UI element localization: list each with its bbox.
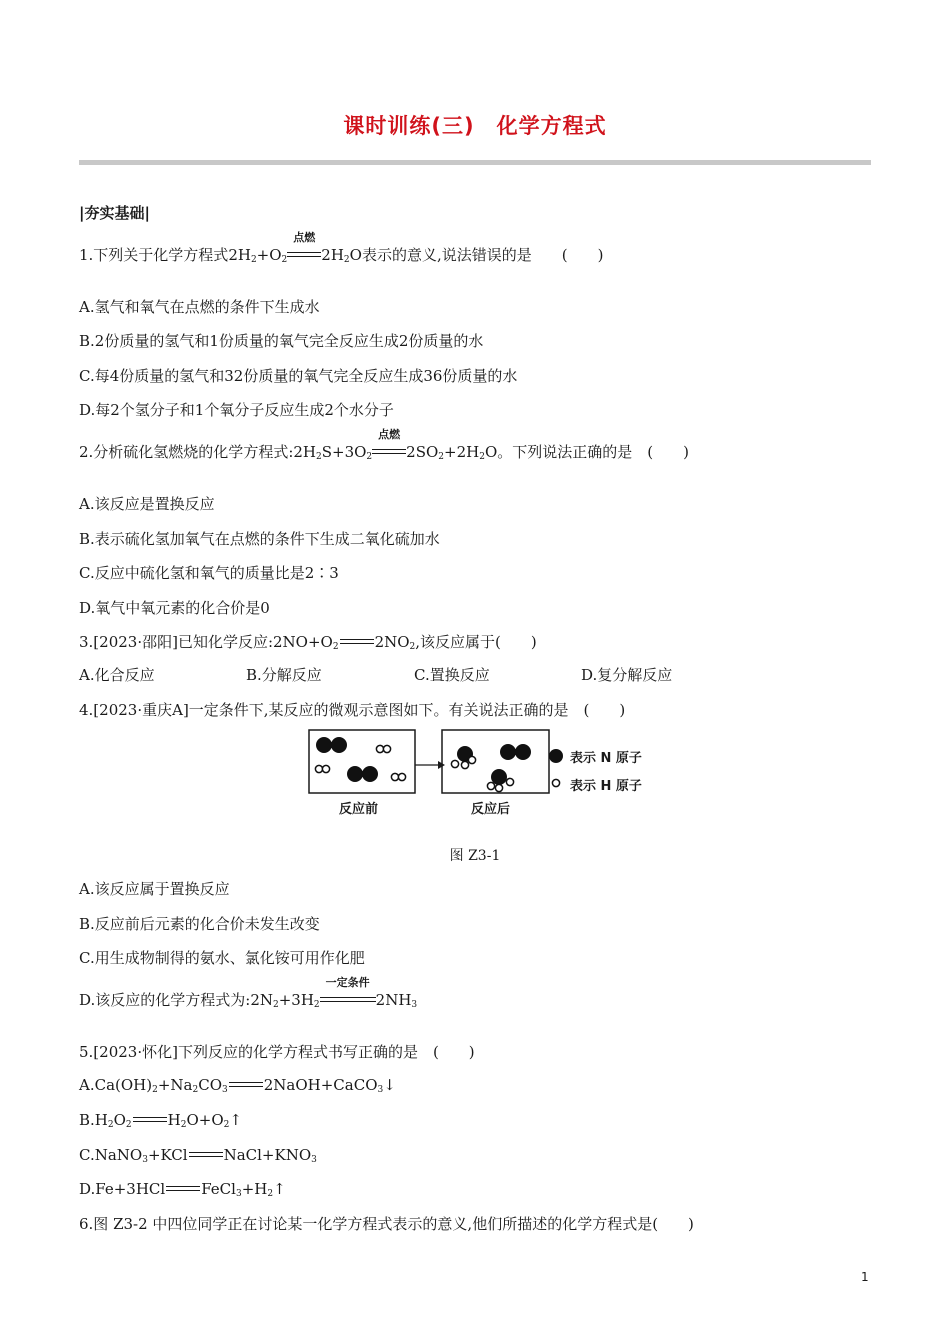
section-heading: |夯实基础| bbox=[79, 204, 150, 222]
page-number: 1 bbox=[861, 1270, 869, 1284]
q2-option-b: B.表示硫化氢加氧气在点燃的条件下生成二氧化硫加水 bbox=[79, 530, 440, 548]
q4-option-d: D.该反应的化学方程式为$:2N_2+3H_2$ 一定条件 $2NH_3$ bbox=[79, 976, 418, 1010]
q5-option-b: $B.H_2O_2$ $H_2O+O_2↑$ bbox=[79, 1111, 242, 1130]
condition-arrow: 点燃 bbox=[287, 246, 321, 264]
q1-option-a: A.氢气和氧气在点燃的条件下生成水 bbox=[79, 298, 320, 316]
before-label: 反应前 bbox=[339, 802, 379, 817]
q3-option-d: D.复分解反应 bbox=[581, 666, 673, 684]
q2-stem: 2.分析硫化氢燃烧的化学方程式$:2H_2S+3O_2$ 点燃 $2SO_2+2H_2O$。下列说法正确的是 ( ) bbox=[79, 428, 689, 462]
q6-stem: 6.图 Z3-2 中四位同学正在讨论某一化学方程式表示的意义,他们所描述的化学方程式是( ) bbox=[79, 1215, 694, 1233]
after-label: 反应后 bbox=[471, 802, 511, 817]
reaction-diagram bbox=[308, 728, 648, 822]
q2-option-c: C.反应中硫化氢和氧气的质量比是2∶3 bbox=[79, 564, 339, 582]
condition-arrow: 点燃 bbox=[372, 443, 406, 461]
q1-stem: 1.下列关于化学方程式$2H_2+O_2$ 点燃 $2H_2O$表示的意义,说法错误的是 ( ) bbox=[79, 231, 604, 265]
q4-option-c: C.用生成物制得的氨水、氯化铵可用作化肥 bbox=[79, 949, 365, 967]
title-divider bbox=[79, 160, 871, 165]
q1-option-c: C.每4份质量的氢气和32份质量的氧气完全反应生成36份质量的水 bbox=[79, 367, 518, 385]
q3-option-c: C.置换反应 bbox=[414, 666, 490, 684]
legend-h: 表示 H 原子 bbox=[570, 779, 642, 794]
q1-option-d: D.每2个氢分子和1个氧分子反应生成2个水分子 bbox=[79, 401, 394, 419]
q4-option-b: B.反应前后元素的化合价未发生改变 bbox=[79, 915, 320, 933]
condition-arrow: 一定条件 bbox=[320, 991, 376, 1009]
page-title: 课时训练(三) 化学方程式 bbox=[343, 114, 607, 138]
legend-n: 表示 N 原子 bbox=[570, 751, 642, 766]
q5-option-c: C.NaNO$_3$+KCl $NaCl+KNO_3$ bbox=[79, 1146, 317, 1165]
q4-option-a: A.该反应属于置换反应 bbox=[79, 880, 230, 898]
q2-option-a: A.该反应是置换反应 bbox=[79, 495, 215, 513]
q3-stem: 3.[2023·邵阳]已知化学反应$:2NO+O_2$ $2NO_2$,该反应属于( ) bbox=[79, 633, 537, 652]
q5-option-d: D.Fe+3HCl $FeCl_3+H_2↑$ bbox=[79, 1180, 286, 1199]
q3-option-a: A.化合反应 bbox=[79, 666, 155, 684]
q4-stem: 4.[2023·重庆A]一定条件下,某反应的微观示意图如下。有关说法正确的是 ( ) bbox=[79, 701, 626, 719]
figure-caption: 图 Z3-1 bbox=[449, 848, 501, 864]
q2-option-d: D.氧气中氧元素的化合价是0 bbox=[79, 599, 270, 617]
q3-option-b: B.分解反应 bbox=[246, 666, 322, 684]
q5-stem: 5.[2023·怀化]下列反应的化学方程式书写正确的是 ( ) bbox=[79, 1043, 475, 1061]
q5-option-a: $A.Ca(OH)_2+Na_2CO_3$ 2NaOH+CaCO$_3$↓ bbox=[79, 1076, 396, 1095]
q1-option-b: B.2份质量的氢气和1份质量的氧气完全反应生成2份质量的水 bbox=[79, 332, 484, 350]
